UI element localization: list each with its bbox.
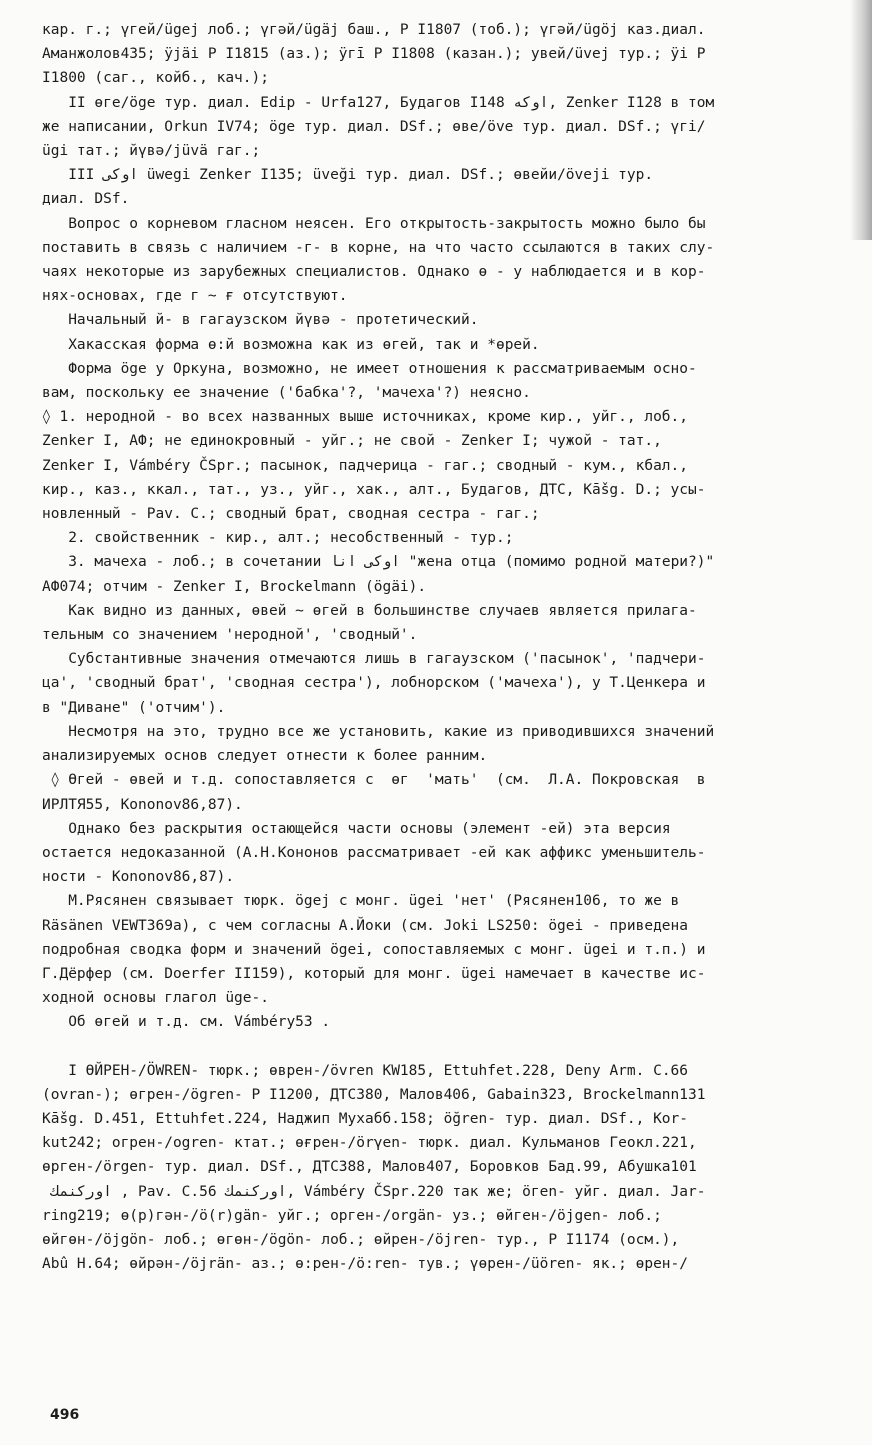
text-line: ходной основы глагол üge-. (42, 990, 269, 1007)
text-line: кар. г.; үгей/ügej лоб.; үгәй/ügäj баш., Р I1807 (тоб.); үгәй/ügöj каз.диал. (42, 22, 706, 38)
text-line: اوركنمك , Pav. C.56 اوركنمك, Vámbéry ČSpr.220 так же; öгеn- уйг. диал. Jar- (42, 1183, 706, 1200)
text-line: Аманжолов435; ÿjäi Р I1815 (аз.); ÿгī Р I1808 (казан.); увей/üvej тур.; ÿi Р (42, 46, 706, 63)
text-line: Хакасская форма ө:й возможна как из өгей, так и *өрей. (42, 336, 540, 353)
text-line: анализируемых основ следует отнести к более ранним. (42, 748, 488, 765)
text-line: Abû H.64; өйрән-/öjrän- аз.; ө:рен-/ö:ren- тув.; үөрен-/üören- як.; өрен-/ (42, 1256, 689, 1273)
text-line: Субстантивные значения отмечаются лишь в гагаузском ('пасынок', 'падчери- (42, 651, 706, 668)
text-line: 3. мачеха - лоб.; в сочетании اوكى انا "жена отца (помимо родной матери?)" (42, 554, 715, 571)
text-line: II өге/öge тур. диал. Edip - Urfa127, Будагов I148 اوكه, Zenker I128 в том (42, 94, 715, 111)
text-line: I ӨЙРЕН-/ÖWREN- тюрк.; өврен-/övren KW185, Ettuhfet.228, Deny Arm. C.66 (42, 1062, 689, 1079)
text-line: Начальный й- в гагаузском йүвə - протетический. (42, 312, 479, 329)
text-line: өйгөн-/öjgön- лоб.; өгөн-/ögön- лоб.; өйрен-/öjren- тур., Р I1174 (осм.), (42, 1231, 680, 1248)
text-line: Kāšg. D.451, Ettuhfet.224, Наджип Мухабб.158; öğren- тур. диал. DSf., Kor- (42, 1110, 689, 1127)
text-line: кир., каз., ккал., тат., уз., уйг., хак., алт., Будагов, ДТС, Kāšg. D.; усы- (42, 481, 706, 498)
text-line: тельным со значением 'неродной', 'сводный'. (42, 627, 418, 644)
text-line: Räsänen VEWT369a), с чем согласны А.Йоки (см. Joki LS250: ögei - приведена (42, 917, 689, 934)
text-line: (ovran-); өгрен-/ögren- Р I1200, ДТС380, Малов406, Gabain323, Brockelmann131 (42, 1086, 706, 1103)
text-line: ИРЛТЯ55, Kononov86,87). (42, 796, 243, 813)
text-line: Однако без раскрытия остающейся части основы (элемент -ей) эта версия (42, 820, 671, 837)
text-line (42, 1035, 854, 1059)
text-line: нях-основах, где г ~ ғ отсутствуют. (42, 288, 348, 305)
text-line: Как видно из данных, өвей ~ өгей в большинстве случаев является прилага- (42, 602, 697, 619)
text-line: новленный - Pav. C.; сводный брат, сводная сестра - гаг.; (42, 506, 540, 523)
text-line: 2. свойственник - кир., алт.; несобственный - тур.; (42, 530, 514, 547)
text-line: ◊ Өгей - өвей и т.д. сопоставляется с өг 'мать' (см. Л.А. Покровская в (42, 772, 706, 789)
text-line: чаях некоторые из зарубежных специалистов. Однако ө - у наблюдается и в кор- (42, 264, 706, 281)
text-line: Г.Дёрфер (см. Doerfer II159), который для монг. ügei намечает в качестве ис- (42, 965, 706, 982)
text-line: ца', 'сводный брат', 'сводная сестра'), лобнорском ('мачеха'), у Т.Ценкера и (42, 675, 706, 692)
text-line: остается недоказанной (А.Н.Кононов рассматривает -ей как аффикс уменьшитель- (42, 844, 706, 861)
text-line: ◊ 1. неродной - во всех названных выше источниках, кроме кир., уйг., лоб., (42, 409, 689, 426)
text-line: М.Рясянен связывает тюрк. ögej с монг. ügei 'нет' (Рясянен106, то же в (42, 893, 680, 910)
text-line: Вопрос о корневом гласном неясен. Его открытость-закрытость можно было бы (42, 215, 706, 232)
text-line: поставить в связь с наличием -г- в корне, на что часто ссылаются в таких слу- (42, 239, 715, 256)
text-line: ности - Kononov86,87). (42, 869, 235, 886)
text-line: в "Диване" ('отчим'). (42, 699, 226, 716)
text-line: вам, поскольку ее значение ('бабка'?, 'мачеха'?) неясно. (42, 385, 531, 402)
text-line: Zenker I, Vámbéry ČSpr.; пасынок, падчерица - гаг.; сводный - кум., кбал., (42, 457, 689, 474)
text-line: Zenker I, АФ; не единокровный - уйг.; не свой - Zenker I; чужой - тат., (42, 433, 662, 450)
text-line: подробная сводка форм и значений ögei, сопоставляемых с монг. ügei и т.п.) и (42, 941, 706, 958)
text-line: ring219; ө(р)гән-/ö(r)gän- уйг.; орген-/orgän- уз.; өйген-/öjgen- лоб.; (42, 1207, 662, 1224)
text-line: Несмотря на это, трудно все же установить, какие из приводившихся значений (42, 723, 715, 740)
text-line: Об өгей и т.д. см. Vámbéry53 . (42, 1014, 331, 1031)
text-line: өрген-/örgen- тур. диал. DSf., ДТС388, Малов407, Боровков Бад.99, Абушка101 (42, 1159, 697, 1176)
text-line: I1800 (саг., койб., кач.); (42, 70, 269, 87)
dictionary-entry-text (42, 18, 854, 1276)
page-number: 496 (50, 1407, 80, 1423)
text-line: III اوكى üwegi Zenker I135; üveği тур. диал. DSf.; өвейи/öveji тур. (42, 167, 654, 184)
text-line: ügi тат.; йүвə/jüvä гаг.; (42, 143, 261, 160)
text-line: АФ074; отчим - Zenker I, Brockelmann (ögäi). (42, 578, 427, 595)
text-line: Форма öge у Оркуна, возможно, не имеет отношения к рассматриваемым осно- (42, 360, 697, 377)
text-line: же написании, Orkun IV74; öge тур. диал. DSf.; өве/öve тур. диал. DSf.; үгі/ (42, 118, 706, 135)
text-line: kut242; огрен-/ogren- ктат.; өғрен-/örγen- тюрк. диал. Кульманов Геокл.221, (42, 1135, 697, 1152)
text-line: диал. DSf. (42, 191, 130, 208)
